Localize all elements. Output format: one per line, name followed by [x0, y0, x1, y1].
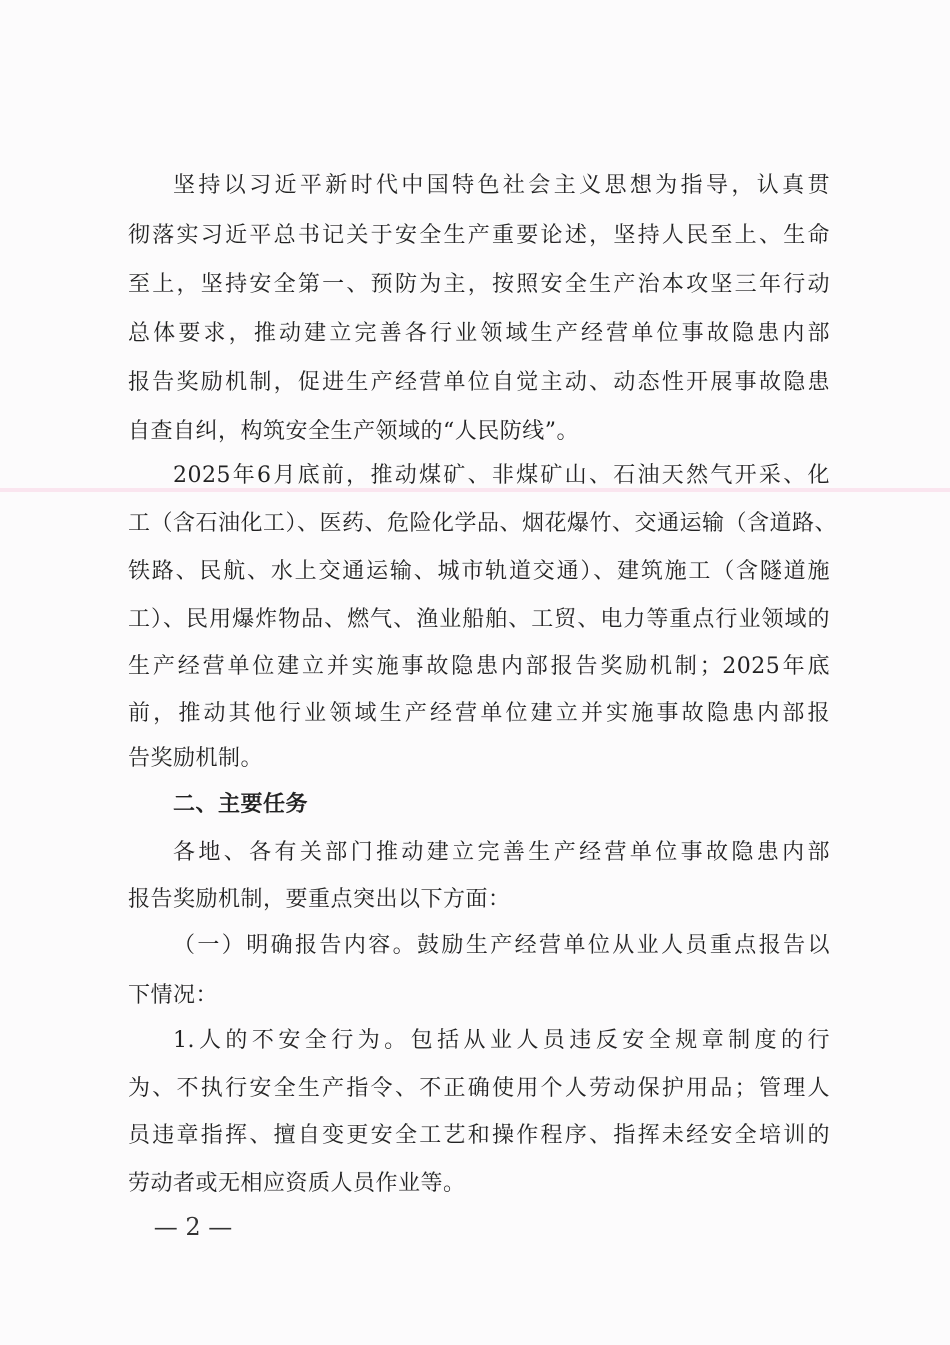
paragraph-line: 报告奖励机制，要重点突出以下方面：	[128, 887, 511, 912]
paragraph-line: 铁路、民航、水上交通运输、城市轨道交通）、建筑施工（含隧道施	[128, 559, 830, 584]
section-heading: 二、主要任务	[173, 792, 309, 817]
paragraph-line: 员违章指挥、擅自变更安全工艺和操作程序、指挥未经安全培训的	[128, 1123, 830, 1148]
paragraph-line: 工（含石油化工）、医药、危险化学品、烟花爆竹、交通运输（含道路、	[128, 511, 838, 536]
paragraph-line: 彻落实习近平总书记关于安全生产重要论述，坚持人民至上、生命	[128, 223, 830, 248]
paragraph-line: 1.人的不安全行为。包括从业人员违反安全规章制度的行	[173, 1028, 830, 1053]
paragraph-line: 坚持以习近平新时代中国特色社会主义思想为指导，认真贯	[173, 173, 830, 198]
subsection-line: （一）明确报告内容。鼓励生产经营单位从业人员重点报告以	[173, 933, 830, 958]
paragraph-line: 工）、民用爆炸物品、燃气、渔业船舶、工贸、电力等重点行业领域的	[128, 607, 830, 632]
paragraph-line: 各地、各有关部门推动建立完善生产经营单位事故隐患内部	[173, 840, 830, 865]
paragraph-line: 下情况：	[128, 983, 219, 1008]
page-number: — 2 —	[153, 1213, 233, 1241]
paragraph-line: 劳动者或无相应资质人员作业等。	[128, 1171, 466, 1196]
paragraph-line: 自查自纠，构筑安全生产领域的“人民防线”。	[128, 419, 579, 444]
paragraph-line: 报告奖励机制，促进生产经营单位自觉主动、动态性开展事故隐患	[128, 370, 830, 395]
paragraph-line: 至上，坚持安全第一、预防为主，按照安全生产治本攻坚三年行动	[128, 272, 830, 297]
paragraph-line: 生产经营单位建立并实施事故隐患内部报告奖励机制；2025年底	[128, 654, 830, 679]
paragraph-line: 告奖励机制。	[128, 746, 264, 771]
paragraph-line: 前，推动其他行业领域生产经营单位建立并实施事故隐患内部报	[128, 701, 830, 726]
paragraph-line: 为、不执行安全生产指令、不正确使用个人劳动保护用品；管理人	[128, 1076, 830, 1101]
paragraph-line: 2025年6月底前，推动煤矿、非煤矿山、石油天然气开采、化	[173, 463, 830, 488]
paragraph-line: 总体要求，推动建立完善各行业领域生产经营单位事故隐患内部	[128, 321, 830, 346]
